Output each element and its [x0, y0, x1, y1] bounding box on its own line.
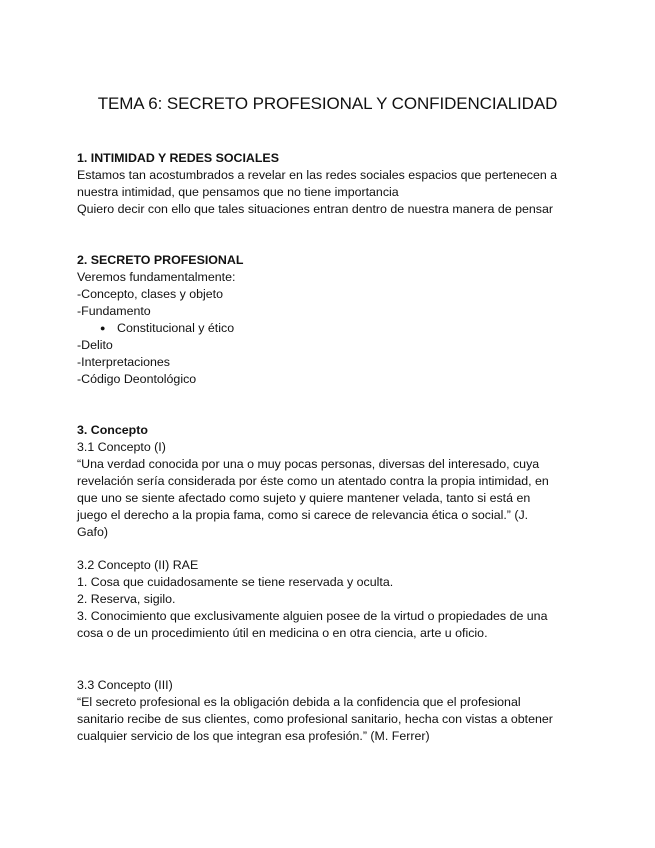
list-item: -Concepto, clases y objeto — [77, 287, 224, 301]
paragraph-line: “El secreto profesional es la obligación debida a la confidencia que el profesional — [77, 695, 521, 709]
section-heading: 1. INTIMIDAD Y REDES SOCIALES — [77, 151, 279, 165]
section-concepto-rae — [77, 557, 597, 642]
section-heading: 3. Concepto — [77, 423, 148, 437]
bullet-item — [77, 320, 597, 337]
section-secreto-profesional — [77, 252, 597, 388]
paragraph-line: juego el derecho a la propia fama, como si carece de relevancia ética o social.” (J. — [77, 508, 529, 522]
paragraph-line: revelación sería considerada por éste como un atentado contra la propia intimidad, en — [77, 474, 549, 488]
paragraph-line: nuestra intimidad, que pensamos que no tiene importancia — [77, 185, 399, 199]
paragraph-line: Veremos fundamentalmente: — [77, 270, 236, 284]
bullet-dot-icon: ● — [100, 323, 106, 333]
list-item: -Interpretaciones — [77, 355, 170, 369]
list-item: -Delito — [77, 338, 113, 352]
document-title: TEMA 6: SECRETO PROFESIONAL Y CONFIDENCIALIDAD — [97, 94, 558, 113]
paragraph-line: Quiero decir con ello que tales situaciones entran dentro de nuestra manera de pensar — [77, 202, 553, 216]
section-heading: 2. SECRETO PROFESIONAL — [77, 253, 244, 267]
paragraph-line: “Una verdad conocida por una o muy pocas personas, diversas del interesado, cuya — [77, 457, 540, 471]
subsection-label: 3.3 Concepto (III) — [77, 678, 173, 692]
paragraph-line: 2. Reserva, sigilo. — [77, 592, 176, 606]
list-item: -Fundamento — [77, 304, 151, 318]
paragraph-line: sanitario recibe de sus clientes, como profesional sanitario, hecha con vistas a obtener — [77, 712, 553, 726]
paragraph-line: que uno se siente afectado como sujeto y quiere mantener velada, tanto si está en — [77, 491, 531, 505]
section-intimidad — [77, 150, 597, 218]
section-concepto — [77, 422, 597, 541]
paragraph-line: Estamos tan acostumbrados a revelar en las redes sociales espacios que pertenecen a — [77, 168, 558, 182]
paragraph-line: 3. Conocimiento que exclusivamente alguien posee de la virtud o propiedades de una — [77, 609, 548, 623]
subsection-label: 3.1 Concepto (I) — [77, 440, 166, 454]
section-concepto-ferrer — [77, 677, 597, 745]
bullet-text: Constitucional y ético — [117, 321, 235, 335]
subsection-label: 3.2 Concepto (II) RAE — [77, 558, 199, 572]
paragraph-line: cualquier servicio de los que integran esa profesión.” (M. Ferrer) — [77, 729, 430, 743]
paragraph-line: cosa o de un procedimiento útil en medicina o en otra ciencia, arte u oficio. — [77, 626, 488, 640]
list-item: -Código Deontológico — [77, 372, 197, 386]
paragraph-line: 1. Cosa que cuidadosamente se tiene reservada y oculta. — [77, 575, 394, 589]
paragraph-line: Gafo) — [77, 525, 108, 539]
